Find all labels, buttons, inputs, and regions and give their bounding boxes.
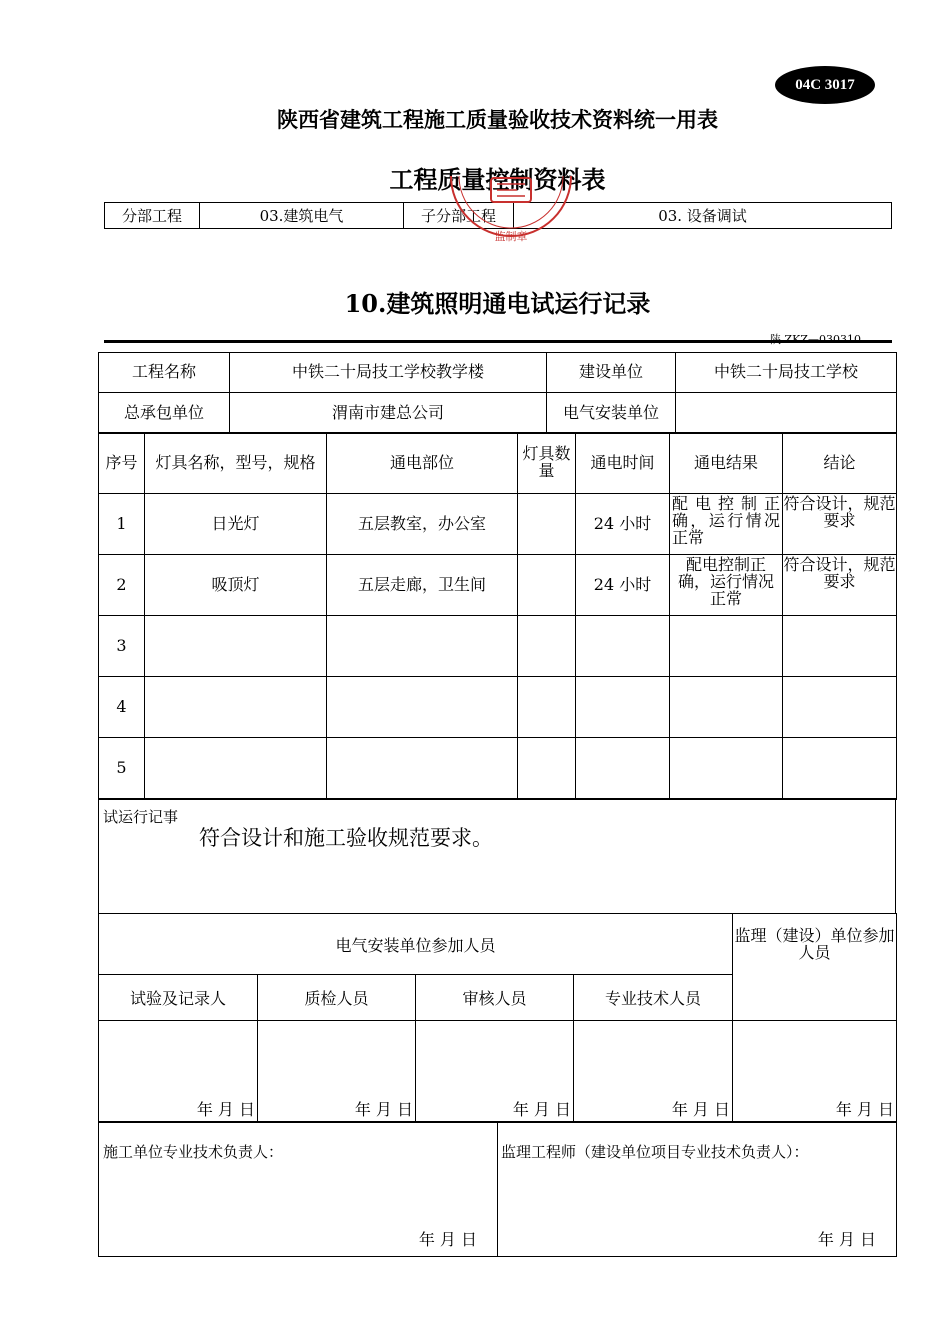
participants-table — [98, 913, 897, 1123]
table-row — [99, 555, 897, 616]
constructor-label: 施工单位专业技术负责人： — [103, 1143, 284, 1161]
table-header-row — [99, 433, 897, 494]
signature-recorder — [99, 1021, 258, 1123]
project-name-label: 工程名称 — [99, 353, 230, 393]
notes-content: 符合设计和施工验收规范要求。 — [199, 826, 493, 850]
form-code — [770, 331, 861, 347]
notes-table — [98, 798, 896, 914]
supervisor-date: 年 月 日 — [817, 1230, 876, 1249]
contractor-label: 总承包单位 — [99, 393, 230, 434]
supervision-participants-header — [733, 914, 897, 1021]
row-location — [327, 738, 518, 800]
date-label: 年 月 日 — [512, 1100, 571, 1119]
record-title: 10.建筑照明通电试运行记录 — [344, 289, 651, 318]
responsible-signatures-table — [98, 1121, 897, 1257]
row-time: 24 小时 — [576, 494, 670, 555]
subdivision-value: 03. 设备调试 — [514, 203, 892, 229]
notes-label: 试运行记事 — [103, 808, 179, 826]
row-result: 配电控制正确，运行情况正常 — [670, 494, 783, 555]
document-title: 工程质量控制资料表 — [389, 165, 606, 194]
header-divider — [104, 340, 892, 343]
col-header-location: 通电部位 — [327, 433, 518, 494]
date-label: 年 月 日 — [354, 1100, 413, 1119]
row-qty — [518, 555, 576, 616]
date-label: 年 月 日 — [835, 1100, 895, 1119]
date-label: 年 月 日 — [196, 1100, 255, 1119]
row-name — [145, 738, 327, 800]
info-table — [98, 352, 897, 434]
row-no: 5 — [99, 738, 145, 800]
row-name — [145, 677, 327, 738]
notes-cell — [99, 799, 896, 914]
row-qty — [518, 738, 576, 800]
row-qty — [518, 616, 576, 677]
row-conclusion — [783, 616, 897, 677]
date-label: 年 月 日 — [671, 1100, 731, 1119]
electrical-participants-header: 电气安装单位参加人员 — [99, 914, 733, 975]
table-row — [99, 616, 897, 677]
electrical-unit-value — [676, 393, 897, 434]
signature-supervision — [733, 1021, 897, 1123]
row-time: 24 小时 — [576, 555, 670, 616]
seal-text: 监制章 — [494, 230, 528, 243]
row-name: 日光灯 — [145, 494, 327, 555]
row-result — [670, 616, 783, 677]
form-number: 04C 3017 — [795, 76, 855, 93]
constructor-signature-cell — [99, 1122, 498, 1257]
row-qty — [518, 494, 576, 555]
row-time — [576, 616, 670, 677]
row-conclusion: 符合设计，规范要求 — [783, 555, 897, 616]
row-name — [145, 616, 327, 677]
project-name-value: 中铁二十局技工学校教学楼 — [230, 353, 547, 393]
col-header-conclusion: 结论 — [783, 433, 897, 494]
table-row — [99, 677, 897, 738]
row-result — [670, 738, 783, 800]
row-result — [670, 677, 783, 738]
division-value: 03.建筑电气 — [200, 203, 404, 229]
row-result: 配电控制正确，运行情况正常 — [670, 555, 783, 616]
contractor-value: 渭南市建总公司 — [230, 393, 547, 434]
supervisor-label: 监理工程师（建设单位项目专业技术负责人）： — [501, 1143, 809, 1161]
row-no: 1 — [99, 494, 145, 555]
role-recorder: 试验及记录人 — [99, 975, 258, 1021]
row-location: 五层教室，办公室 — [327, 494, 518, 555]
col-header-qty: 灯具数量 — [518, 433, 576, 494]
role-reviewer: 审核人员 — [416, 975, 574, 1021]
col-header-time: 通电时间 — [576, 433, 670, 494]
row-no: 2 — [99, 555, 145, 616]
row-time — [576, 738, 670, 800]
constructor-date: 年 月 日 — [418, 1230, 477, 1249]
lighting-test-table — [98, 432, 897, 800]
row-location: 五层走廊，卫生间 — [327, 555, 518, 616]
owner-value: 中铁二十局技工学校 — [676, 353, 897, 393]
role-technician: 专业技术人员 — [574, 975, 733, 1021]
subdivision-label: 子分部工程 — [404, 203, 514, 229]
signature-inspector — [258, 1021, 416, 1123]
col-header-name: 灯具名称，型号，规格 — [145, 433, 327, 494]
row-conclusion — [783, 738, 897, 800]
role-inspector: 质检人员 — [258, 975, 416, 1021]
signature-technician — [574, 1021, 733, 1123]
supervision-seal-icon — [445, 176, 577, 266]
row-time — [576, 677, 670, 738]
signature-reviewer — [416, 1021, 574, 1123]
supervisor-signature-cell — [498, 1122, 897, 1257]
row-conclusion — [783, 677, 897, 738]
row-no: 4 — [99, 677, 145, 738]
row-name: 吸顶灯 — [145, 555, 327, 616]
col-header-no: 序号 — [99, 433, 145, 494]
electrical-unit-label: 电气安装单位 — [547, 393, 676, 434]
table-row — [99, 494, 897, 555]
supervision-participants-text: 监理（建设）单位参加人员 — [734, 926, 895, 962]
owner-label: 建设单位 — [547, 353, 676, 393]
division-label: 分部工程 — [105, 203, 200, 229]
row-location — [327, 677, 518, 738]
col-header-result: 通电结果 — [670, 433, 783, 494]
table-row — [99, 738, 897, 800]
row-location — [327, 616, 518, 677]
document-header: 陕西省建筑工程施工质量验收技术资料统一用表 — [277, 107, 718, 132]
form-number-badge — [775, 66, 875, 104]
row-qty — [518, 677, 576, 738]
row-conclusion: 符合设计，规范要求 — [783, 494, 897, 555]
row-no: 3 — [99, 616, 145, 677]
